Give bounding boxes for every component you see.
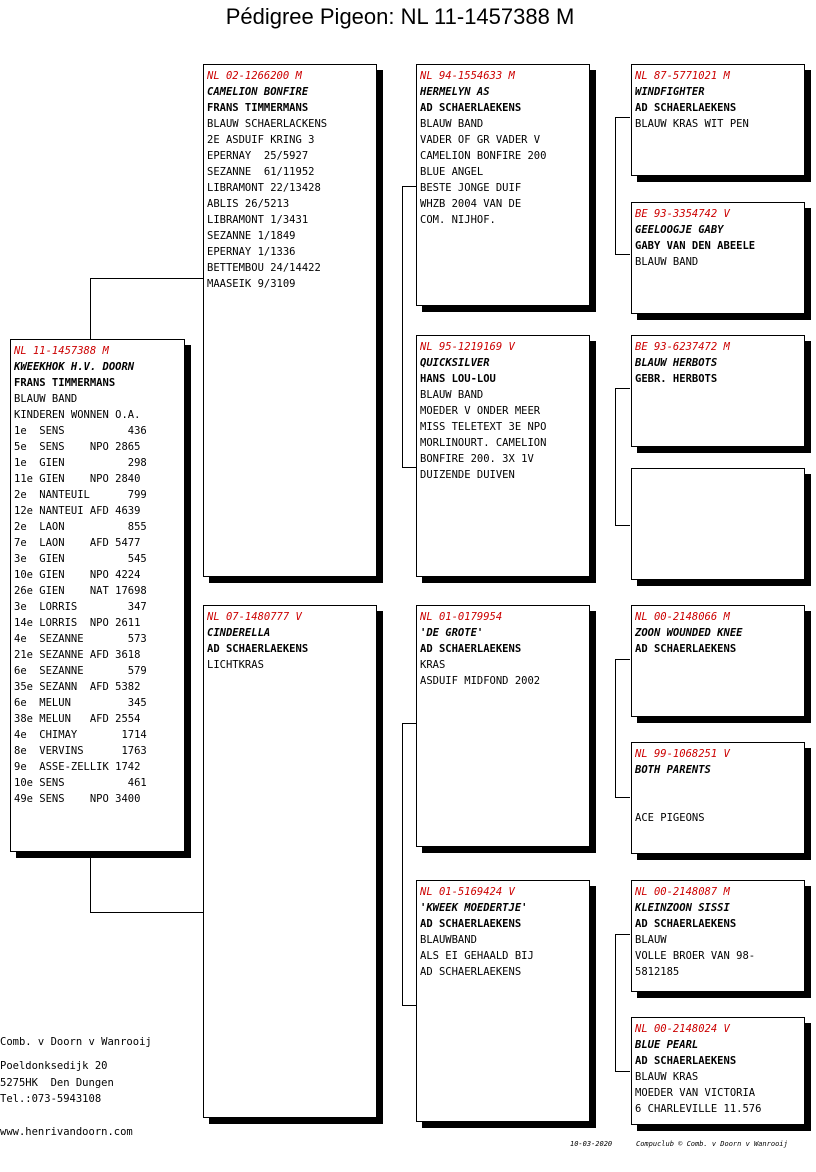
- sdd-card[interactable]: [631, 468, 805, 580]
- dds-card[interactable]: [631, 880, 805, 992]
- breeder: AD SCHAERLAEKENS: [207, 643, 309, 655]
- result-line: 5e SENS NPO 2865: [14, 441, 141, 453]
- info-line: ACE PIGEONS: [635, 812, 705, 824]
- owner-name: Comb. v Doorn v Wanrooij: [0, 1036, 152, 1048]
- info-line: BONFIRE 200. 3X 1V: [420, 453, 534, 465]
- result-line: 10e GIEN NPO 4224: [14, 569, 141, 581]
- page-title: Pédigree Pigeon: NL 11-1457388 M: [225, 4, 575, 29]
- info-line: 2E ASDUIF KRING 3: [207, 134, 315, 146]
- pigeon-name: HERMELYN AS: [420, 86, 490, 98]
- sire-card[interactable]: [203, 64, 377, 577]
- result-line: 6e SEZANNE 579: [14, 665, 147, 677]
- connector: [90, 278, 204, 279]
- info-line: KINDEREN WONNEN O.A.: [14, 409, 141, 421]
- ddd-card[interactable]: [631, 1017, 805, 1125]
- info-line: BLAUWBAND: [420, 934, 477, 946]
- result-line: 21e SEZANNE AFD 3618: [14, 649, 141, 661]
- info-line: BLAUW BAND: [14, 393, 78, 405]
- result-line: 10e SENS 461: [14, 777, 147, 789]
- connector: [615, 117, 630, 255]
- info-line: KRAS: [420, 659, 446, 671]
- pigeon-name: ZOON WOUNDED KNEE: [635, 627, 743, 639]
- breeder: AD SCHAERLAEKENS: [420, 643, 522, 655]
- dss-card[interactable]: [631, 605, 805, 717]
- result-line: 3e GIEN 545: [14, 553, 147, 565]
- breeder: AD SCHAERLAEKENS: [420, 918, 522, 930]
- breeder: AD SCHAERLAEKENS: [635, 918, 737, 930]
- ring-number: NL 02-1266200 M: [207, 70, 302, 82]
- info-line: MORLINOURT. CAMELION: [420, 437, 547, 449]
- info-line: VOLLE BROER VAN 98-: [635, 950, 756, 962]
- result-line: 9e ASSE-ZELLIK 1742: [14, 761, 141, 773]
- ring-number: NL 99-1068251 V: [635, 748, 730, 760]
- info-line: BLAUW BAND: [420, 118, 484, 130]
- result-line: 49e SENS NPO 3400: [14, 793, 141, 805]
- info-line: BLAUW BAND: [420, 389, 484, 401]
- info-line: BLAUW SCHAERLACKENS: [207, 118, 328, 130]
- connector: [402, 723, 417, 1006]
- ssd-card[interactable]: [631, 202, 805, 314]
- ring-number: NL 87-5771021 M: [635, 70, 730, 82]
- info-line: BLAUW: [635, 934, 667, 946]
- sire-sire-card[interactable]: [416, 64, 590, 306]
- connector: [402, 186, 417, 468]
- info-line: 6 CHARLEVILLE 11.576: [635, 1103, 762, 1115]
- result-line: 11e GIEN NPO 2840: [14, 473, 141, 485]
- info-line: MISS TELETEXT 3E NPO: [420, 421, 547, 433]
- owner-website[interactable]: www.henrivandoorn.com: [0, 1126, 133, 1138]
- sire-dam-card[interactable]: [416, 335, 590, 577]
- info-line: BESTE JONGE DUIF: [420, 182, 522, 194]
- result-line: 38e MELUN AFD 2554: [14, 713, 141, 725]
- info-line: [635, 794, 801, 810]
- breeder: GEBR. HERBOTS: [635, 373, 718, 385]
- ring-number: NL 00-2148024 V: [635, 1023, 730, 1035]
- connector: [615, 934, 630, 1072]
- breeder: AD SCHAERLAEKENS: [635, 102, 737, 114]
- breeder: GABY VAN DEN ABEELE: [635, 240, 756, 252]
- connector: [90, 852, 91, 912]
- ring-number: NL 01-0179954: [420, 611, 503, 623]
- info-line: MOEDER V ONDER MEER: [420, 405, 541, 417]
- breeder: AD SCHAERLAEKENS: [420, 102, 522, 114]
- connector: [90, 912, 204, 913]
- info-line: BLAUW KRAS WIT PEN: [635, 118, 749, 130]
- info-line: SEZANNE 61/11952: [207, 166, 315, 178]
- pigeon-name: 'DE GROTE': [420, 627, 484, 639]
- info-line: VADER OF GR VADER V: [420, 134, 541, 146]
- info-line: BLAUW BAND: [635, 256, 699, 268]
- credit: Compuclub © Comb. v Doorn v Wanrooij: [636, 1140, 788, 1148]
- result-line: 26e GIEN NAT 17698: [14, 585, 147, 597]
- sss-card[interactable]: [631, 64, 805, 176]
- result-line: 8e VERVINS 1763: [14, 745, 147, 757]
- pigeon-name: BLAUW HERBOTS: [635, 357, 718, 369]
- owner-street: Poeldonksedijk 20: [0, 1060, 108, 1072]
- info-line: WHZB 2004 VAN DE: [420, 198, 522, 210]
- ring-number: BE 93-6237472 M: [635, 341, 730, 353]
- ring-number: BE 93-3354742 V: [635, 208, 730, 220]
- connector: [90, 278, 91, 340]
- info-line: CAMELION BONFIRE 200: [420, 150, 547, 162]
- info-line: MAASEIK 9/3109: [207, 278, 296, 290]
- result-line: 12e NANTEUI AFD 4639: [14, 505, 141, 517]
- ring-number: NL 01-5169424 V: [420, 886, 515, 898]
- dam-card[interactable]: [203, 605, 377, 1118]
- info-line: LIBRAMONT 22/13428: [207, 182, 321, 194]
- info-line: MOEDER VAN VICTORIA: [635, 1087, 756, 1099]
- pigeon-name: WINDFIGHTER: [635, 86, 705, 98]
- breeder: [635, 778, 801, 794]
- info-line: EPERNAY 1/1336: [207, 246, 296, 258]
- info-line: SEZANNE 1/1849: [207, 230, 296, 242]
- info-line: ALS EI GEHAALD BIJ: [420, 950, 534, 962]
- info-line: COM. NIJHOF.: [420, 214, 496, 226]
- pigeon-name: KWEEKHOK H.V. DOORN: [14, 361, 135, 373]
- info-line: LIBRAMONT 1/3431: [207, 214, 309, 226]
- result-line: 4e CHIMAY 1714: [14, 729, 147, 741]
- result-line: 3e LORRIS 347: [14, 601, 147, 613]
- dam-dam-card[interactable]: [416, 880, 590, 1122]
- info-line: 5812185: [635, 966, 680, 978]
- ring-number: NL 00-2148087 M: [635, 886, 730, 898]
- result-line: 6e MELUN 345: [14, 697, 147, 709]
- pigeon-name: GEELOOGJE GABY: [635, 224, 724, 236]
- result-line: 1e GIEN 298: [14, 457, 147, 469]
- pigeon-name: CAMELION BONFIRE: [207, 86, 309, 98]
- sds-card[interactable]: [631, 335, 805, 447]
- dam-sire-card[interactable]: [416, 605, 590, 847]
- breeder: AD SCHAERLAEKENS: [635, 1055, 737, 1067]
- ring-number: NL 00-2148066 M: [635, 611, 730, 623]
- info-line: LICHTKRAS: [207, 659, 264, 671]
- pigeon-name: KLEINZOON SISSI: [635, 902, 730, 914]
- print-date: 10-03-2020: [570, 1140, 613, 1148]
- pigeon-name: CINDERELLA: [207, 627, 271, 639]
- info-line: BLUE ANGEL: [420, 166, 484, 178]
- breeder: FRANS TIMMERMANS: [14, 377, 116, 389]
- result-line: 4e SEZANNE 573: [14, 633, 147, 645]
- pigeon-name: BOTH PARENTS: [635, 764, 711, 776]
- info-line: AD SCHAERLAEKENS: [420, 966, 522, 978]
- ring-number: NL 07-1480777 V: [207, 611, 302, 623]
- pigeon-name: BLUE PEARL: [635, 1039, 699, 1051]
- owner-phone: Tel.:073-5943108: [0, 1093, 102, 1105]
- ring-number: NL 11-1457388 M: [14, 345, 109, 357]
- dsd-card[interactable]: [631, 742, 805, 854]
- ring-number: NL 95-1219169 V: [420, 341, 515, 353]
- connector: [615, 388, 630, 526]
- connector: [615, 659, 630, 798]
- breeder: HANS LOU-LOU: [420, 373, 496, 385]
- result-line: 35e SEZANN AFD 5382: [14, 681, 141, 693]
- pigeon-name: 'KWEEK MOEDERTJE': [420, 902, 528, 914]
- result-line: 14e LORRIS NPO 2611: [14, 617, 141, 629]
- breeder: AD SCHAERLAEKENS: [635, 643, 737, 655]
- result-line: 2e LAON 855: [14, 521, 147, 533]
- info-line: DUIZENDE DUIVEN: [420, 469, 515, 481]
- ring-number: NL 94-1554633 M: [420, 70, 515, 82]
- info-line: EPERNAY 25/5927: [207, 150, 309, 162]
- info-line: BLAUW KRAS: [635, 1071, 699, 1083]
- info-line: ASDUIF MIDFOND 2002: [420, 675, 541, 687]
- owner-city: 5275HK Den Dungen: [0, 1077, 114, 1089]
- result-line: 1e SENS 436: [14, 425, 147, 437]
- breeder: FRANS TIMMERMANS: [207, 102, 309, 114]
- subject-card[interactable]: [10, 339, 185, 852]
- info-line: BETTEMBOU 24/14422: [207, 262, 321, 274]
- result-line: 7e LAON AFD 5477: [14, 537, 141, 549]
- pigeon-name: QUICKSILVER: [420, 357, 490, 369]
- info-line: ABLIS 26/5213: [207, 198, 290, 210]
- result-line: 2e NANTEUIL 799: [14, 489, 147, 501]
